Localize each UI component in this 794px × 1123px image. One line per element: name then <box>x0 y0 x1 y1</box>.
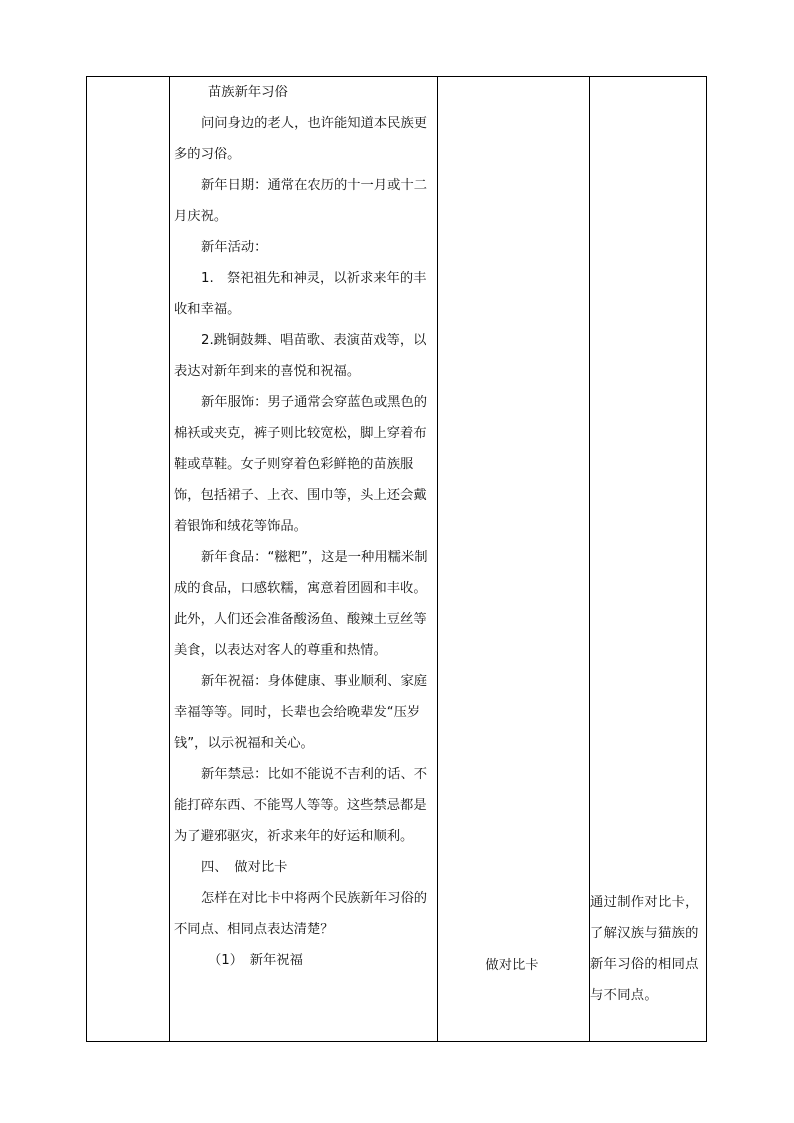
paragraph: 新年祝福：身体健康、事业顺利、家庭幸福等等。同时，长辈也会给晚辈发“压岁钱”，以示祝福和关心。 <box>174 674 428 751</box>
paragraph: 问问身边的老人，也许能知道本民族更多的习俗。 <box>174 116 428 162</box>
paragraph: 新年服饰：男子通常会穿蓝色或黑色的棉袄或夹克，裤子则比较宽松，脚上穿着布鞋或草鞋。女子则穿着色彩鲜艳的苗族服饰，包括裙子、上衣、围巾等，头上还会戴着银饰和绒花等饰品。 <box>174 395 428 534</box>
section-heading: 四、 做对比卡 <box>201 860 288 875</box>
paragraph: 2.跳铜鼓舞、唱苗歌、表演苗戏等，以表达对新年到来的喜悦和祝福。 <box>174 333 427 379</box>
student-activity-cell: 做对比卡 <box>485 958 539 973</box>
paragraph: 新年活动： <box>201 240 268 255</box>
teaching-content-cell <box>174 77 437 976</box>
paragraph: 新年日期：通常在农历的十一月或十二月庆祝。 <box>174 178 428 224</box>
column-divider <box>169 77 170 1041</box>
paragraph: 通过制作对比卡，了解汉族与猫族的新年习俗的相同点与不同点。 <box>590 895 699 1003</box>
section-heading: 苗族新年习俗 <box>208 85 288 100</box>
paragraph: 新年食品：“糍粑”，这是一种用糯米制成的食品，口感软糯，寓意着团圆和丰收。此外，人们还会准备酸汤鱼、酸辣土豆丝等美食，以表达对客人的尊重和热情。 <box>174 550 428 658</box>
paragraph: 1. 祭祀祖先和神灵，以祈求来年的丰收和幸福。 <box>174 271 427 317</box>
list-item: （1） 新年祝福 <box>208 953 303 968</box>
column-divider <box>437 77 438 1041</box>
design-intent-cell <box>590 887 702 1011</box>
paragraph: 新年禁忌：比如不能说不吉利的话、不能打碎东西、不能骂人等等。这些禁忌都是为了避邪驱灾，祈求来年的好运和顺利。 <box>174 767 428 844</box>
paragraph: 怎样在对比卡中将两个民族新年习俗的不同点、相同点表达清楚？ <box>174 891 428 937</box>
lesson-plan-table <box>86 76 707 1042</box>
